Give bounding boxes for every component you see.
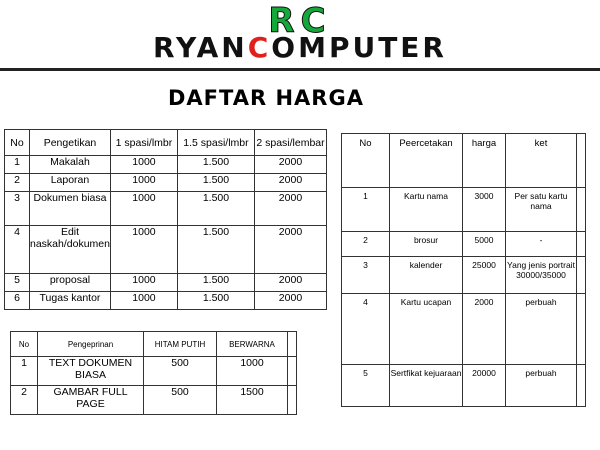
header-divider bbox=[0, 68, 600, 71]
table-cell: 2000 bbox=[254, 174, 326, 192]
table-cell bbox=[288, 357, 297, 386]
page-title: DAFTAR HARGA bbox=[168, 86, 364, 110]
table-cell: Edit naskah/dokumen bbox=[30, 226, 111, 274]
table-cell: Kartu ucapan bbox=[390, 294, 463, 365]
table-cell: GAMBAR FULL PAGE bbox=[38, 386, 144, 415]
table-cell: 1000 bbox=[110, 274, 177, 292]
table-row bbox=[5, 174, 327, 192]
table-row bbox=[5, 274, 327, 292]
table-cell: Dokumen biasa bbox=[30, 192, 111, 226]
table-row bbox=[342, 294, 586, 365]
table-cell: 1.500 bbox=[177, 226, 254, 274]
table-row bbox=[342, 257, 586, 294]
logo-ryancomputer bbox=[0, 31, 600, 64]
table-cell: Sertfikat kejuaraan bbox=[390, 365, 463, 407]
table-cell: 500 bbox=[144, 386, 217, 415]
table-cell bbox=[577, 294, 586, 365]
table-row bbox=[5, 156, 327, 174]
table-cell: 5 bbox=[342, 365, 390, 407]
table-cell: 1000 bbox=[110, 226, 177, 274]
table-cell: 4 bbox=[342, 294, 390, 365]
table-cell: 1000 bbox=[110, 174, 177, 192]
table-cell: - bbox=[506, 232, 577, 257]
column-header: Peercetakan bbox=[390, 134, 463, 188]
table-cell: 1000 bbox=[110, 292, 177, 310]
table-cell: Per satu kartu nama bbox=[506, 188, 577, 232]
table-cell: 1000 bbox=[110, 192, 177, 226]
table-row bbox=[5, 192, 327, 226]
table-cell: 4 bbox=[5, 226, 30, 274]
column-header: 1 spasi/lmbr bbox=[110, 130, 177, 156]
table-cell: 1 bbox=[5, 156, 30, 174]
column-header: No bbox=[11, 332, 38, 357]
table-percetakan bbox=[341, 133, 586, 407]
logo-part-ryan: RYAN bbox=[152, 31, 248, 64]
table-row bbox=[342, 188, 586, 232]
column-header bbox=[577, 134, 586, 188]
table-cell bbox=[577, 365, 586, 407]
table-cell bbox=[288, 386, 297, 415]
table-cell: Tugas kantor bbox=[30, 292, 111, 310]
table-cell: 2000 bbox=[463, 294, 506, 365]
table-cell: 1.500 bbox=[177, 156, 254, 174]
table-cell: 2 bbox=[11, 386, 38, 415]
table-pengetikan bbox=[4, 129, 327, 310]
column-header: No bbox=[5, 130, 30, 156]
logo-part-omputer: OMPUTER bbox=[271, 31, 447, 64]
table-cell: 2000 bbox=[254, 292, 326, 310]
table-cell: 1.500 bbox=[177, 292, 254, 310]
table-pengeprinan bbox=[10, 331, 297, 415]
column-header: harga bbox=[463, 134, 506, 188]
table-cell: 1.500 bbox=[177, 192, 254, 226]
table-cell: 3000 bbox=[463, 188, 506, 232]
table-cell: Laporan bbox=[30, 174, 111, 192]
column-header: Pengeprinan bbox=[38, 332, 144, 357]
table-cell: Yang jenis portrait 30000/35000 bbox=[506, 257, 577, 294]
table-cell: 2000 bbox=[254, 156, 326, 174]
table-cell: 1 bbox=[11, 357, 38, 386]
table-cell: 2000 bbox=[254, 192, 326, 226]
table-row bbox=[5, 292, 327, 310]
table-cell: Makalah bbox=[30, 156, 111, 174]
table-cell: Kartu nama bbox=[390, 188, 463, 232]
table-cell: 2000 bbox=[254, 274, 326, 292]
table-cell: perbuah bbox=[506, 294, 577, 365]
table-cell: 3 bbox=[5, 192, 30, 226]
table-row bbox=[342, 365, 586, 407]
table-cell: 500 bbox=[144, 357, 217, 386]
table-cell: TEXT DOKUMEN BIASA bbox=[38, 357, 144, 386]
table-cell: 1.500 bbox=[177, 174, 254, 192]
logo-rc-text: RC bbox=[268, 1, 332, 41]
table-cell: perbuah bbox=[506, 365, 577, 407]
column-header: No bbox=[342, 134, 390, 188]
logo-part-c: C bbox=[247, 31, 272, 64]
table-cell: 2000 bbox=[254, 226, 326, 274]
table-cell bbox=[577, 257, 586, 294]
column-header: HITAM PUTIH bbox=[144, 332, 217, 357]
table-cell: 1 bbox=[342, 188, 390, 232]
table-cell: 2 bbox=[342, 232, 390, 257]
column-header bbox=[288, 332, 297, 357]
table-cell: 3 bbox=[342, 257, 390, 294]
table-cell: brosur bbox=[390, 232, 463, 257]
table-row bbox=[11, 386, 297, 415]
column-header: Pengetikan bbox=[30, 130, 111, 156]
column-header: 2 spasi/lembar bbox=[254, 130, 326, 156]
table-header-row bbox=[342, 134, 586, 188]
table-cell: 20000 bbox=[463, 365, 506, 407]
table-cell: 1000 bbox=[217, 357, 288, 386]
column-header: ket bbox=[506, 134, 577, 188]
table-header-row bbox=[11, 332, 297, 357]
table-cell: 1000 bbox=[110, 156, 177, 174]
table-cell bbox=[577, 188, 586, 232]
column-header: 1.5 spasi/lmbr bbox=[177, 130, 254, 156]
table-cell: 2 bbox=[5, 174, 30, 192]
table-cell: 6 bbox=[5, 292, 30, 310]
table-row bbox=[342, 232, 586, 257]
table-cell: 5 bbox=[5, 274, 30, 292]
table-cell: 1500 bbox=[217, 386, 288, 415]
table-cell bbox=[577, 232, 586, 257]
table-cell: 25000 bbox=[463, 257, 506, 294]
column-header: BERWARNA bbox=[217, 332, 288, 357]
table-cell: 5000 bbox=[463, 232, 506, 257]
table-cell: proposal bbox=[30, 274, 111, 292]
table-cell: kalender bbox=[390, 257, 463, 294]
table-row bbox=[5, 226, 327, 274]
table-row bbox=[11, 357, 297, 386]
table-header-row bbox=[5, 130, 327, 156]
table-cell: 1.500 bbox=[177, 274, 254, 292]
